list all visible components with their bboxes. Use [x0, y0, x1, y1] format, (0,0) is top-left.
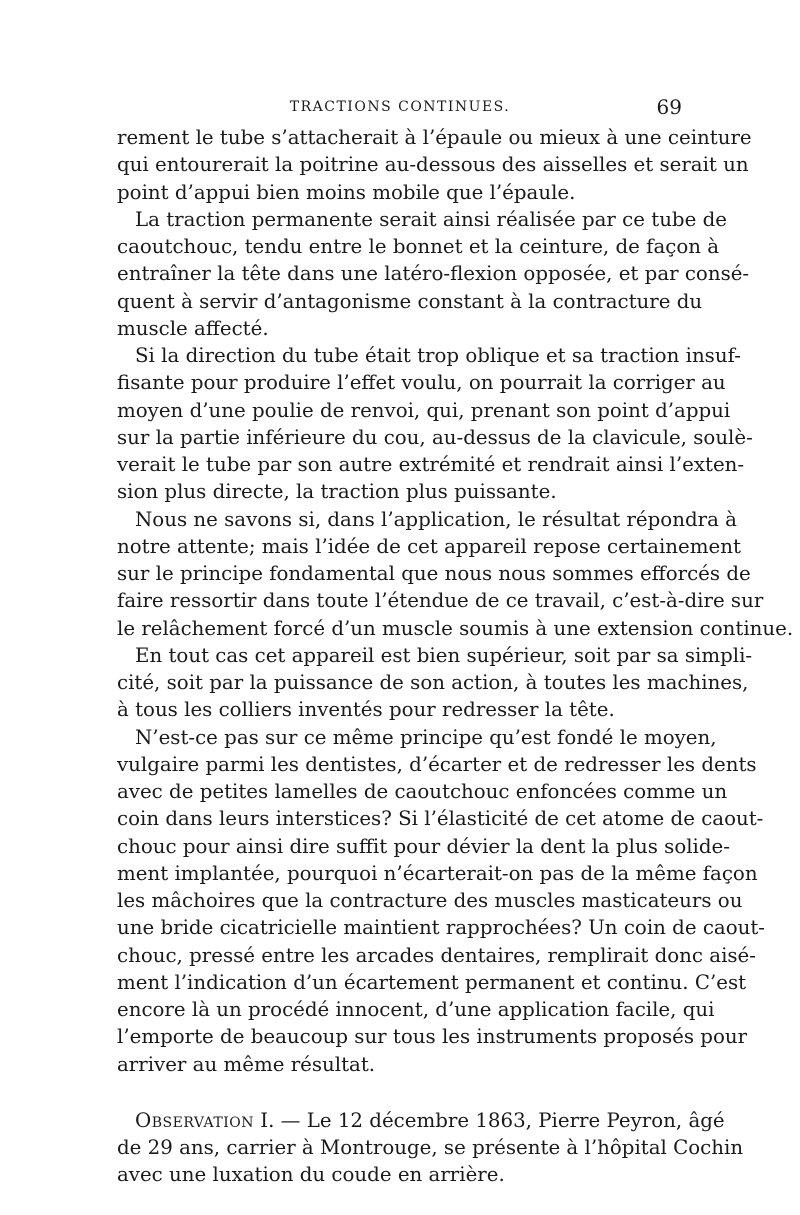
observation-line-rest: I. — Le 12 décembre 1863, Pierre Peyron, âgé [253, 1108, 725, 1132]
text-line: sion plus directe, la traction plus puissante. [117, 480, 557, 504]
text-line: sur la partie inférieure du cou, au-dessus de la clavicule, soulè- [117, 425, 753, 449]
running-head: TRACTIONS CONTINUES. [289, 99, 511, 115]
observation-line: de 29 ans, carrier à Montrouge, se présente à l’hôpital Cochin [117, 1136, 744, 1159]
text-line: cité, soit par la puissance de son action, à toutes les machines, [117, 671, 749, 694]
text-line: caoutchouc, tendu entre le bonnet et la ceinture, de façon à [117, 235, 720, 258]
text-line: à tous les colliers inventés pour redresser la tête. [117, 698, 615, 722]
text-line: avec de petites lamelles de caoutchouc enfoncées comme un [117, 780, 728, 803]
text-line: le relâchement forcé d’un muscle soumis à une extension continue. [117, 616, 794, 640]
text-line: arriver au même résultat. [117, 1052, 376, 1076]
text-line: une bride cicatricielle maintient rapprochées? Un coin de caout- [117, 916, 765, 940]
text-line: verait le tube par son autre extrémité et rendrait ainsi l’exten- [117, 453, 745, 476]
text-line: moyen d’une poulie de renvoi, qui, prenant son point d’appui [117, 398, 731, 422]
text-line: coin dans leurs interstices? Si l’élasticité de cet atome de caout- [117, 807, 764, 831]
text-line: sur le principe fondamental que nous nous sommes efforcés de [117, 562, 751, 585]
text-line: N’est-ce pas sur ce même principe qu’est fondé le moyen, [135, 725, 717, 749]
observation-label: Observation [135, 1108, 254, 1132]
section-gap [117, 1078, 684, 1107]
page-number: 69 [656, 95, 682, 119]
page-header [0, 95, 800, 119]
text-line: En tout cas cet appareil est bien supérieur, soit par sa simpli- [135, 643, 753, 667]
observation-line: avec une luxation du coude en arrière. [117, 1163, 505, 1187]
text-line: entraîner la tête dans une latéro-flexion opposée, et par consé- [117, 262, 750, 286]
text-line: rement le tube s’attacherait à l’épaule ou mieux à une ceinture [117, 126, 752, 149]
text-line: ment implantée, pourquoi n’écarterait-on pas de la même façon [117, 861, 758, 885]
text-line: qui entourerait la poitrine au-dessous des aisselles et serait un [117, 153, 749, 177]
text-line: chouc pour ainsi dire suffit pour dévier la dent la plus solide- [117, 834, 730, 858]
text-line: fisante pour produire l’effet voulu, on pourrait la corriger au [117, 371, 726, 395]
text-line: quent à servir d’antagonisme constant à la contracture du [117, 289, 703, 313]
text-line: faire ressortir dans toute l’étendue de ce travail, c’est-à-dire sur [117, 589, 764, 613]
body-text [117, 124, 794, 1189]
observation-line [117, 1107, 725, 1134]
text-line: chouc, pressé entre les arcades dentaires, remplirait donc aisé- [117, 943, 756, 967]
text-line: notre attente; mais l’idée de cet appareil repose certainement [117, 534, 741, 558]
text-line: ment l’indication d’un écartement permanent et continu. C’est [117, 970, 747, 994]
text-line: l’emporte de beaucoup sur tous les instruments proposés pour [117, 1025, 748, 1049]
text-line: Si la direction du tube était trop oblique et sa traction insuf- [135, 344, 741, 367]
text-line: La traction permanente serait ainsi réalisée par ce tube de [135, 207, 727, 231]
text-line: Nous ne savons si, dans l’application, le résultat répondra à [135, 507, 737, 531]
text-line: muscle affecté. [117, 316, 269, 340]
text-line: les mâchoires que la contracture des muscles masticateurs ou [117, 889, 743, 912]
text-line: vulgaire parmi les dentistes, d’écarter et de redresser les dents [117, 752, 757, 776]
text-line: point d’appui bien moins mobile que l’épaule. [117, 180, 576, 204]
text-line: encore là un procédé innocent, d’une application facile, qui [117, 998, 715, 1021]
